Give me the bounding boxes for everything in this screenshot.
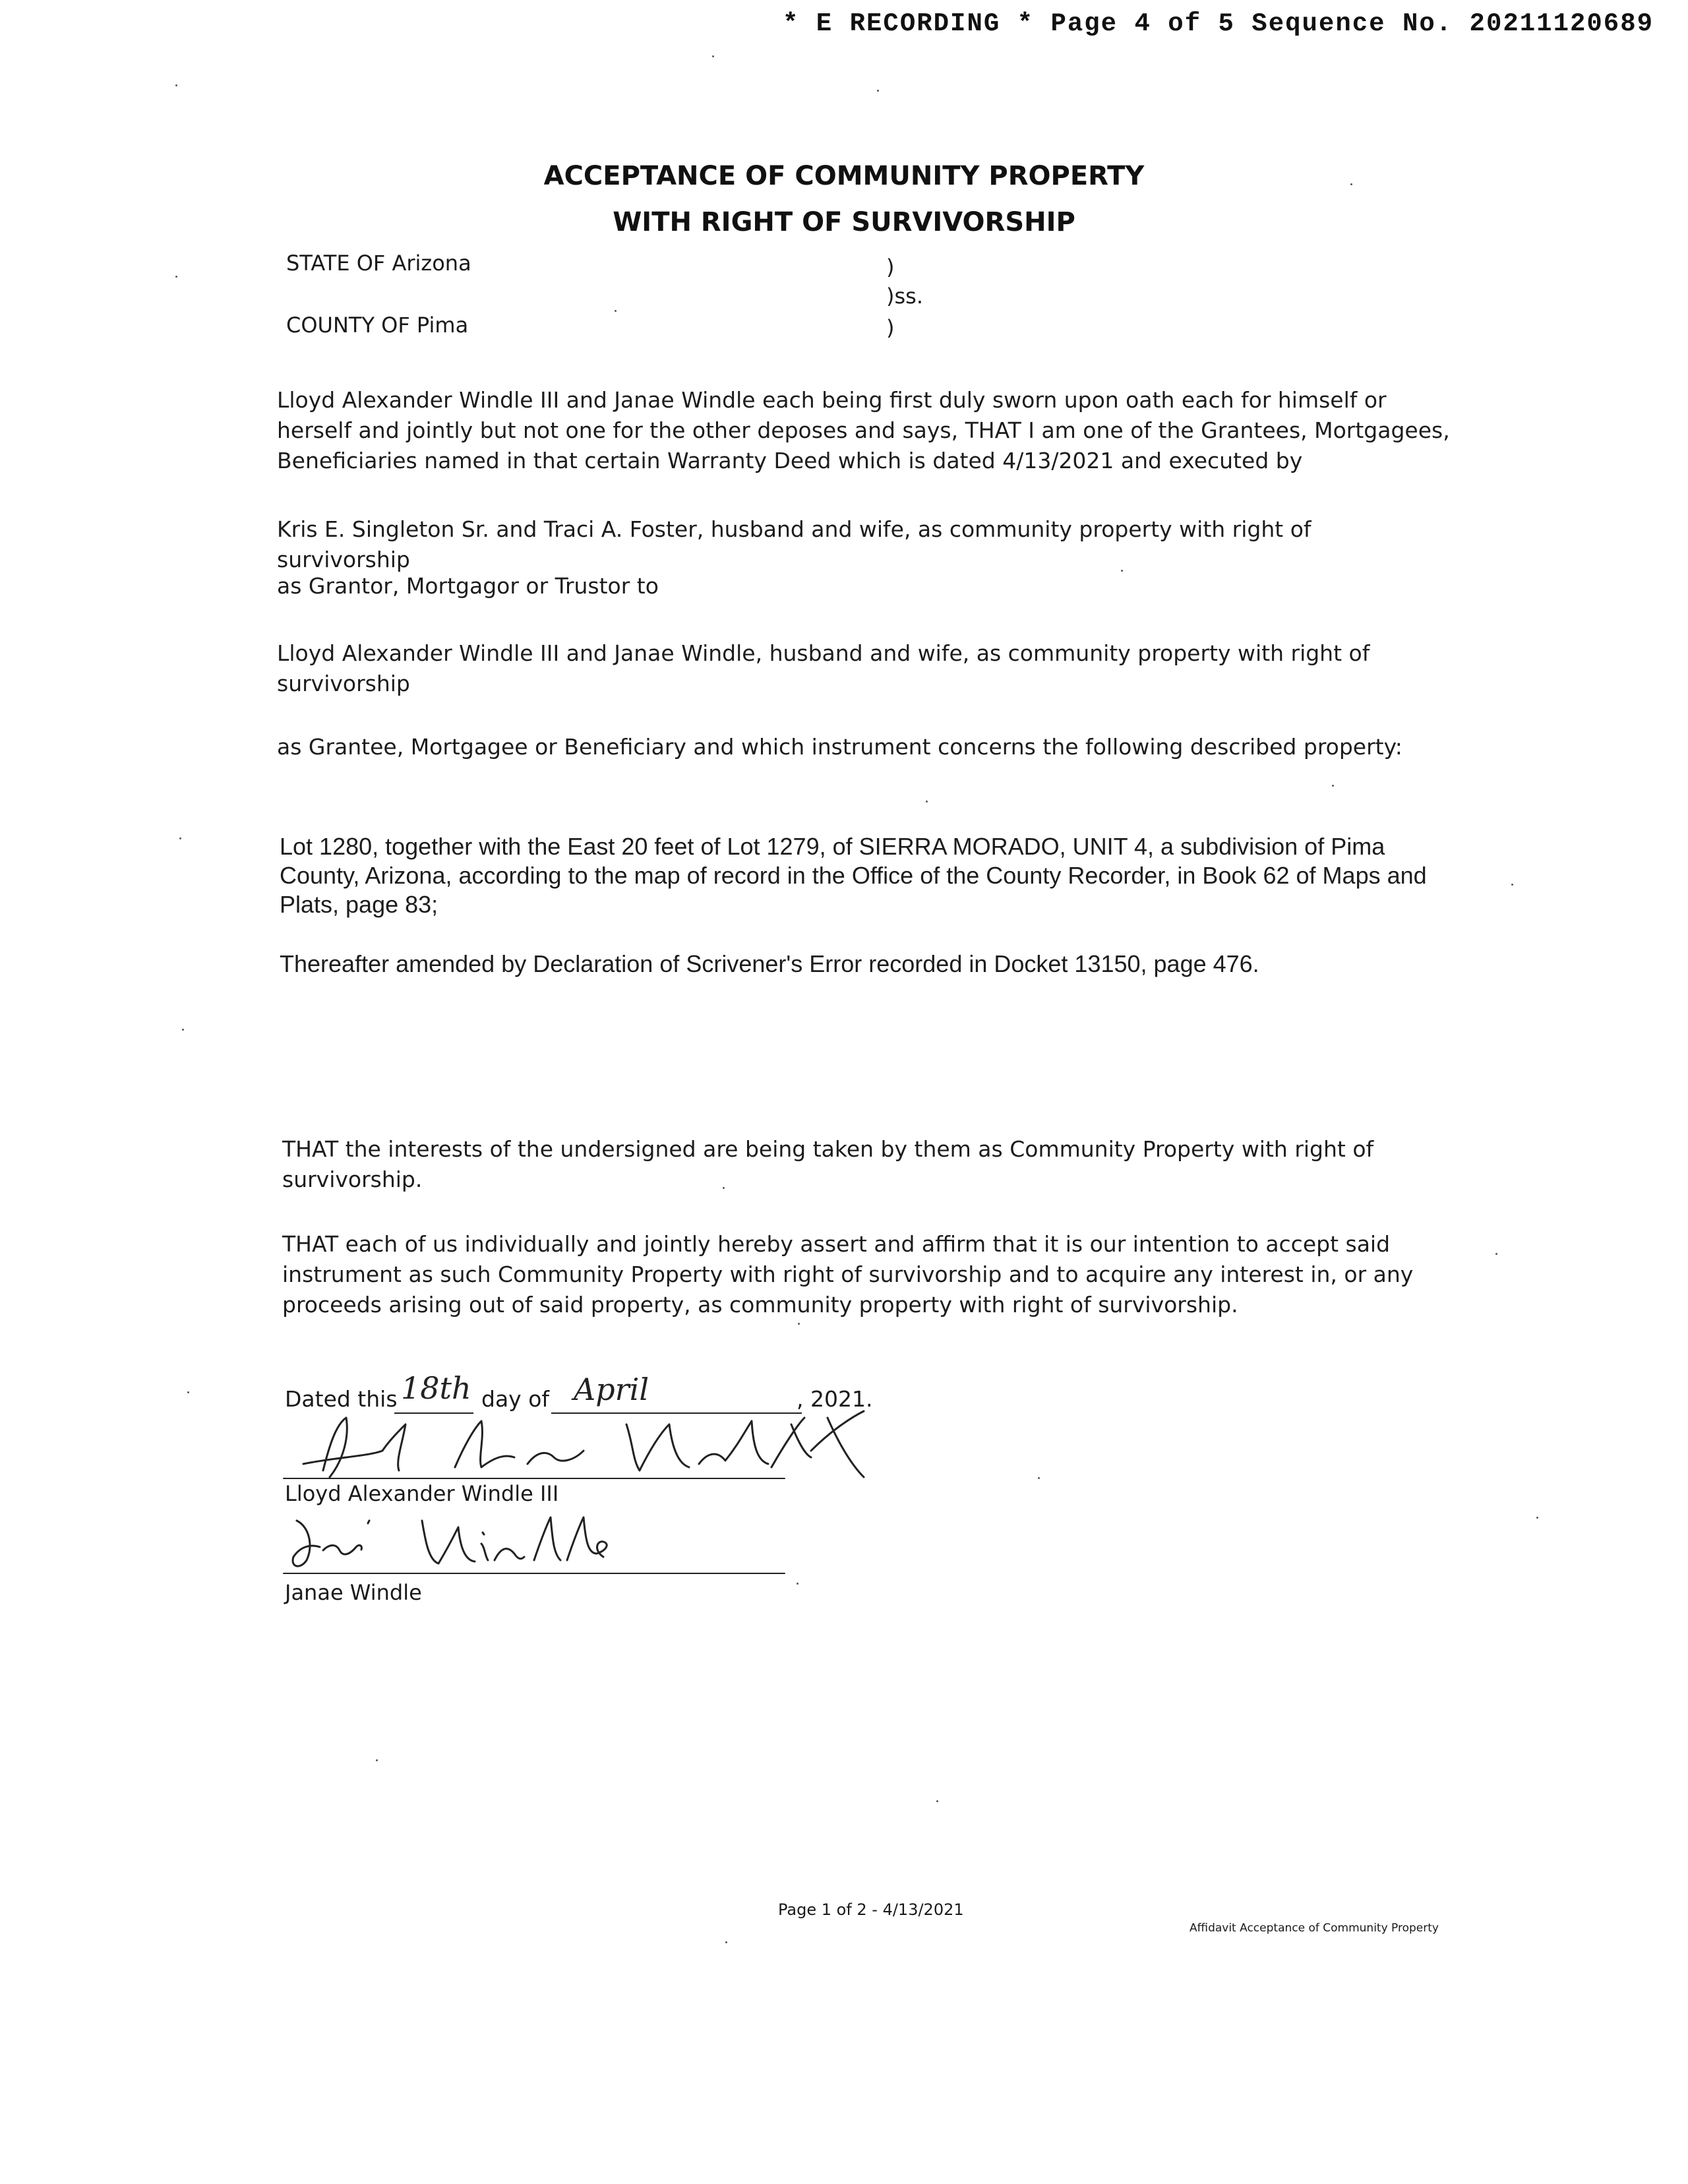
grantee-role: as Grantee, Mortgagee or Beneficiary and which instrument concerns the following described property: xyxy=(277,734,1402,760)
scan-speck xyxy=(179,837,181,839)
signer-name-janae: Janae Windle xyxy=(285,1580,422,1605)
scan-speck xyxy=(725,1941,727,1943)
scan-speck xyxy=(1511,884,1513,886)
legal-description: Lot 1280, together with the East 20 feet of Lot 1279, of SIERRA MORADO, UNIT 4, a subdivision of Pima County, Arizona, according to the map of record in the Office of the County Recorder, in Book 62 of Maps and Plats, page 83; xyxy=(280,833,1427,918)
scan-speck xyxy=(723,1187,725,1189)
scan-speck xyxy=(1536,1517,1538,1519)
scan-speck xyxy=(182,1029,184,1031)
venue-paren-bottom: ) xyxy=(886,315,895,340)
dated-middle: day of xyxy=(481,1386,549,1412)
signature-lloyd-windle xyxy=(284,1405,877,1490)
scan-speck xyxy=(797,1583,799,1585)
recording-stamp: * E RECORDING * Page 4 of 5 Sequence No. 20211120689 xyxy=(783,9,1654,38)
venue-paren-top: ) xyxy=(886,255,895,280)
scan-speck xyxy=(798,1323,800,1325)
scan-speck xyxy=(1332,785,1334,787)
scan-speck xyxy=(926,801,928,803)
scan-speck xyxy=(175,84,177,86)
scan-speck xyxy=(175,276,177,278)
dated-year: , 2021. xyxy=(797,1386,873,1412)
page-footer: Page 1 of 2 - 4/13/2021 xyxy=(778,1900,964,1919)
venue-state: STATE OF Arizona xyxy=(286,251,471,276)
affirmation-paragraph: THAT each of us individually and jointly hereby assert and affirm that it is our intention to accept said instrument as such Community Property with right of survivorship and to acquire any interest in, or any proceeds arising out of said property, as community property with right of survivorship. xyxy=(282,1231,1414,1318)
scan-speck xyxy=(1038,1477,1040,1479)
scan-speck xyxy=(376,1759,378,1761)
grantor-names: Kris E. Singleton Sr. and Traci A. Foster, husband and wife, as community property with right of survivorship xyxy=(277,516,1311,572)
interests-paragraph: THAT the interests of the undersigned are being taken by them as Community Property with right of survivorship. xyxy=(282,1136,1374,1192)
dated-prefix: Dated this xyxy=(285,1386,398,1412)
month-handwritten: April xyxy=(574,1372,649,1407)
grantor-role: as Grantor, Mortgagor or Trustor to xyxy=(277,573,659,599)
scan-speck xyxy=(712,55,714,57)
scan-speck xyxy=(615,310,617,312)
amendment-note: Thereafter amended by Declaration of Scrivener's Error recorded in Docket 13150, page 476. xyxy=(280,950,1259,977)
signer-name-lloyd: Lloyd Alexander Windle III xyxy=(285,1481,559,1506)
scan-speck xyxy=(1495,1253,1497,1255)
document-title-line-1: ACCEPTANCE OF COMMUNITY PROPERTY xyxy=(543,161,1145,191)
oath-paragraph: Lloyd Alexander Windle III and Janae Windle each being first duly sworn upon oath each for himself or herself and jointly but not one for the other deposes and says, THAT I am one of the Grantees, Mortgagees, Beneficiaries named in that certain Warranty Deed which is dated 4/13/2021 and executed by xyxy=(277,387,1450,473)
scan-speck xyxy=(1350,183,1352,185)
scan-speck xyxy=(1121,570,1123,572)
scan-speck xyxy=(877,90,879,92)
document-title-line-2: WITH RIGHT OF SURVIVORSHIP xyxy=(613,207,1075,237)
signature-janae-windle xyxy=(284,1507,811,1580)
scan-speck xyxy=(187,1391,189,1393)
venue-ss: )ss. xyxy=(886,284,923,309)
venue-county: COUNTY OF Pima xyxy=(286,313,469,338)
grantee-names: Lloyd Alexander Windle III and Janae Windle, husband and wife, as community property with right of survivorship xyxy=(277,640,1370,696)
scan-speck xyxy=(936,1800,938,1802)
document-label-footer: Affidavit Acceptance of Community Property xyxy=(1190,1922,1439,1935)
day-handwritten: 18th xyxy=(401,1370,471,1406)
